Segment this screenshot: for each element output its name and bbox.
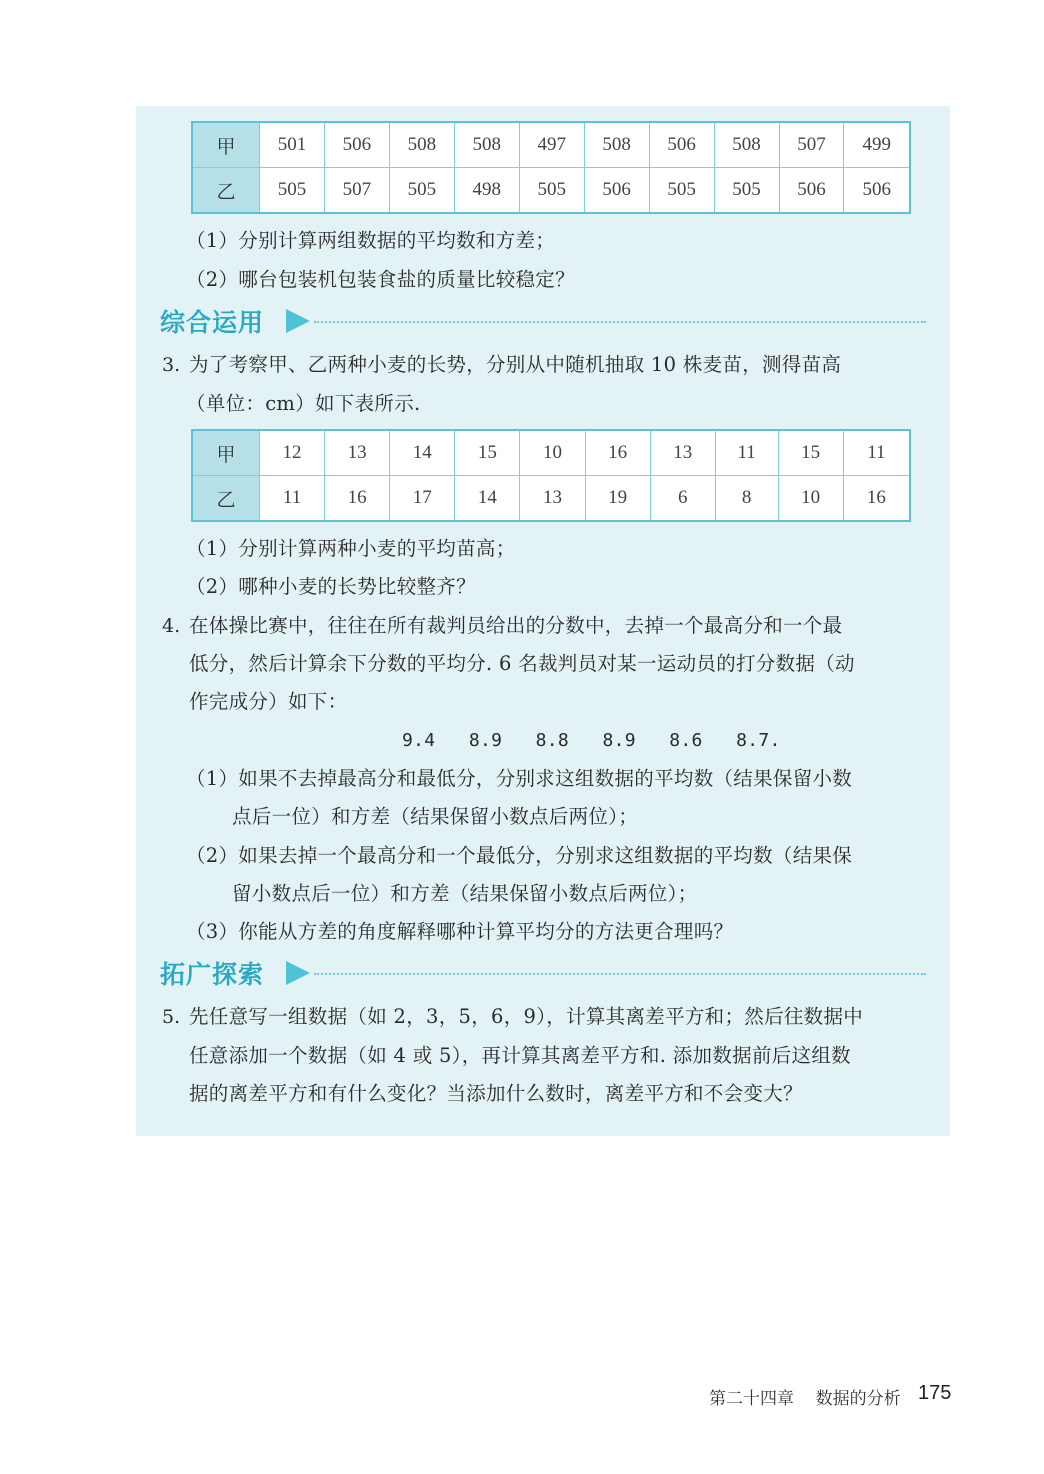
table-cell: 12 xyxy=(260,430,325,476)
row-label: 乙 xyxy=(192,168,260,214)
table-cell: 8 xyxy=(715,476,778,522)
table-cell: 501 xyxy=(260,122,325,168)
table-cell: 6 xyxy=(650,476,715,522)
question-4-part-1-cont: 点后一位）和方差（结果保留小数点后两位）； xyxy=(232,805,639,828)
play-arrow-icon xyxy=(286,309,310,333)
question-4-part-1: （1）如果不去掉最高分和最低分，分别求这组数据的平均数（结果保留小数 xyxy=(186,767,853,790)
table-row xyxy=(192,476,910,522)
table-row xyxy=(192,168,910,214)
table-cell: 15 xyxy=(455,430,520,476)
table-cell: 13 xyxy=(520,476,585,522)
section-header-extension xyxy=(160,955,930,991)
question-number: 3. xyxy=(162,354,181,376)
section-header-comprehensive xyxy=(160,303,930,339)
table-cell: 506 xyxy=(584,168,649,214)
question-2-part-2: （2）哪台包装机包装食盐的质量比较稳定？ xyxy=(186,268,575,291)
table-cell: 506 xyxy=(324,122,389,168)
dotted-divider xyxy=(314,973,926,975)
table-cell: 508 xyxy=(454,122,519,168)
table-cell: 15 xyxy=(778,430,843,476)
question-number: 5. xyxy=(162,1006,181,1028)
table-cell: 507 xyxy=(324,168,389,214)
question-2-part-1: （1）分别计算两组数据的平均数和方差； xyxy=(186,229,556,252)
question-4-part-3: （3）你能从方差的角度解释哪种计算平均分的方法更合理吗？ xyxy=(186,920,734,943)
table-cell: 11 xyxy=(843,430,910,476)
table-cell: 508 xyxy=(714,122,779,168)
question-5-text: 任意添加一个数据（如 4 或 5），再计算其离差平方和. 添加数据前后这组数 xyxy=(189,1044,851,1067)
table-cell: 505 xyxy=(714,168,779,214)
table-cell: 16 xyxy=(585,430,650,476)
question-4-text: 在体操比赛中，往往在所有裁判员给出的分数中，去掉一个最高分和一个最 xyxy=(189,614,843,637)
play-arrow-icon xyxy=(286,961,310,985)
score-list: 9.4 8.9 8.8 8.9 8.6 8.7. xyxy=(402,730,781,751)
question-3-part-2: （2）哪种小麦的长势比较整齐？ xyxy=(186,575,476,598)
table-cell: 19 xyxy=(585,476,650,522)
question-4-part-2: （2）如果去掉一个最高分和一个最低分，分别求这组数据的平均数（结果保 xyxy=(186,844,853,867)
dotted-divider xyxy=(314,321,926,323)
table-cell: 16 xyxy=(843,476,910,522)
table-cell: 508 xyxy=(389,122,454,168)
table-row xyxy=(192,430,910,476)
table-cell: 506 xyxy=(649,122,714,168)
row-label: 甲 xyxy=(192,122,260,168)
table-cell: 506 xyxy=(779,168,844,214)
data-table-packing xyxy=(191,121,911,214)
question-4-text: 低分，然后计算余下分数的平均分. 6 名裁判员对某一运动员的打分数据（动 xyxy=(189,652,855,675)
table-cell: 14 xyxy=(390,430,455,476)
question-3-part-1: （1）分别计算两种小麦的平均苗高； xyxy=(186,537,516,560)
table-cell: 506 xyxy=(844,168,910,214)
table-cell: 507 xyxy=(779,122,844,168)
question-4-text: 作完成分）如下： xyxy=(189,690,348,713)
table-cell: 11 xyxy=(260,476,325,522)
table-cell: 14 xyxy=(455,476,520,522)
question-5-text: 据的离差平方和有什么变化？当添加什么数时，离差平方和不会变大？ xyxy=(189,1082,803,1105)
section-title: 拓广探索 xyxy=(160,960,265,989)
question-5-text: 先任意写一组数据（如 2，3，5，6，9），计算其离差平方和；然后往数据中 xyxy=(189,1005,864,1028)
table-cell: 17 xyxy=(390,476,455,522)
table-cell: 497 xyxy=(519,122,584,168)
table-cell: 505 xyxy=(649,168,714,214)
table-row xyxy=(192,122,910,168)
question-number: 4. xyxy=(162,615,181,637)
table-cell: 498 xyxy=(454,168,519,214)
table-cell: 10 xyxy=(520,430,585,476)
chapter-footer: 第二十四章 数据的分析 xyxy=(709,1389,901,1409)
table-cell: 505 xyxy=(260,168,325,214)
table-cell: 11 xyxy=(715,430,778,476)
table-cell: 499 xyxy=(844,122,910,168)
table-cell: 16 xyxy=(325,476,390,522)
table-cell: 13 xyxy=(650,430,715,476)
table-cell: 505 xyxy=(519,168,584,214)
section-title: 综合运用 xyxy=(160,308,265,337)
table-cell: 13 xyxy=(325,430,390,476)
table-cell: 508 xyxy=(584,122,649,168)
data-table-wheat xyxy=(191,429,911,522)
table-cell: 505 xyxy=(389,168,454,214)
question-4-part-2-cont: 留小数点后一位）和方差（结果保留小数点后两位）； xyxy=(232,882,698,905)
page-number: 175 xyxy=(918,1382,952,1404)
question-3-text: 为了考察甲、乙两种小麦的长势，分别从中随机抽取 10 株麦苗，测得苗高 xyxy=(189,353,842,376)
row-label: 乙 xyxy=(192,476,260,522)
row-label: 甲 xyxy=(192,430,260,476)
table-cell: 10 xyxy=(778,476,843,522)
question-3-text: （单位：cm）如下表所示. xyxy=(186,392,421,415)
